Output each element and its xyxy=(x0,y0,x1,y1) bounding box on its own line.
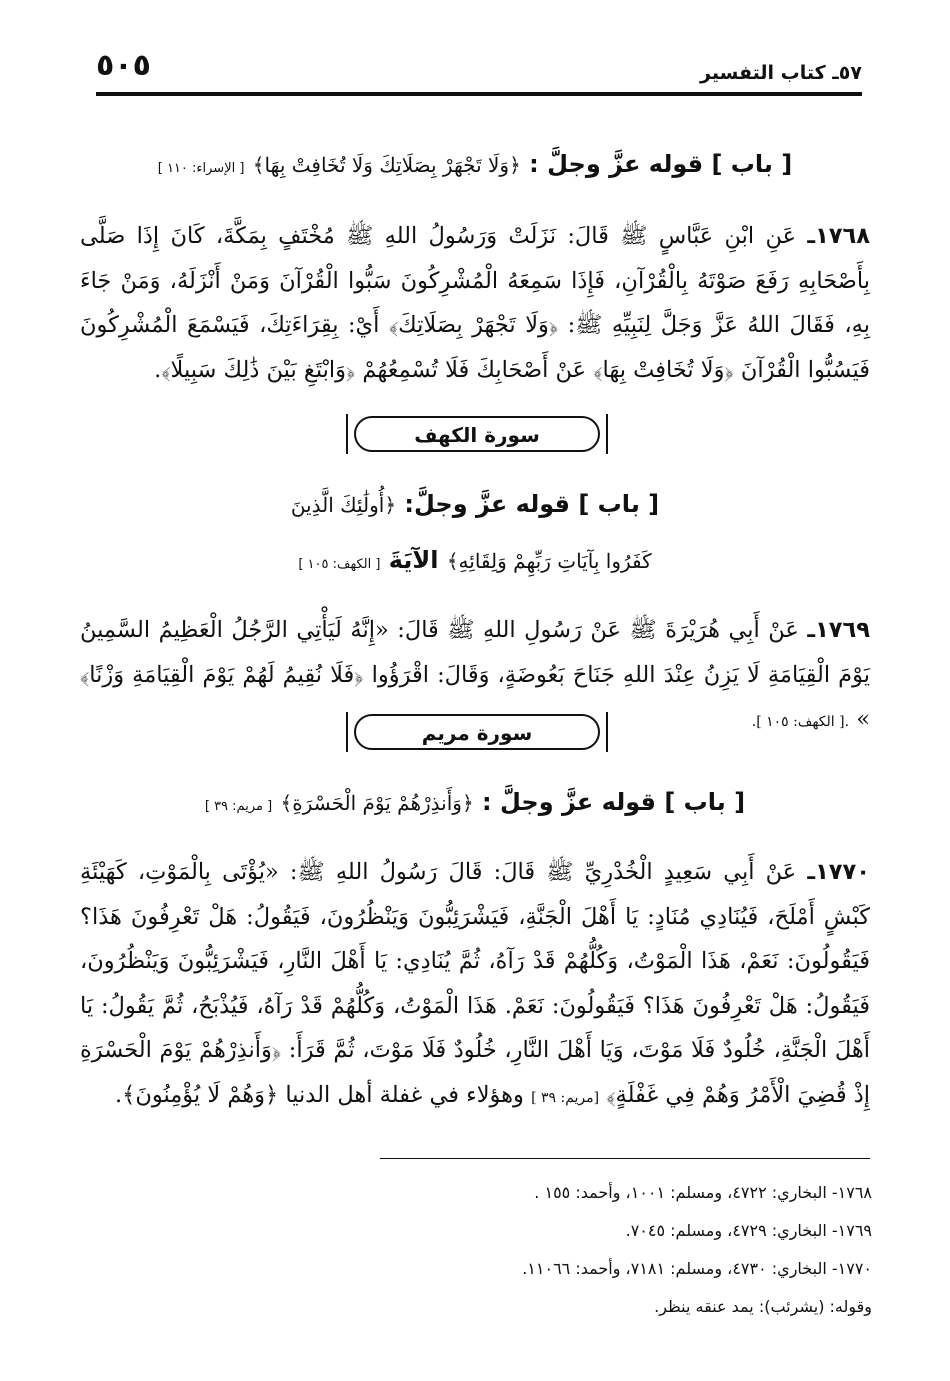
section-heading-kahf xyxy=(80,490,870,518)
aya-label: الآيَةَ xyxy=(388,546,439,574)
footnote-gloss: وقوله: (يشرئب): يمد عنقه ينظر. xyxy=(654,1297,872,1316)
hadith-1768 xyxy=(80,214,870,392)
footnotes xyxy=(200,1174,872,1326)
surah-title: سورة مريم xyxy=(354,714,600,750)
hadith-text: عَنْ أَبِي هُرَيْرَةَ ﷺ عَنْ رَسُولِ اللهِ ﷺ قَالَ: «إِنَّهُ لَيَأْتِي الرَّجُلُ الْعَظِيمُ السَّمِينُ يَوْمَ الْقِيَامَةِ لَا يَزِنُ عِنْدَ اللهِ جَنَاحَ بَعُوضَةٍ، وَقَالَ: اقْرَؤُوا ﴿فَلَا نُقِيمُ لَهُمْ يَوْمَ الْقِيَامَةِ وَزْنًا﴾ » xyxy=(80,617,870,732)
verse-reference: [ الإسراء: ١١٠ ] xyxy=(157,161,245,176)
hadith-text: عَنِ ابْنِ عَبَّاسٍ ﷺ قَالَ: نَزَلَتْ وَرَسُولُ اللهِ ﷺ مُخْتَفٍ بِمَكَّةَ، كَانَ إِذَا صَلَّى بِأَصْحَابِهِ رَفَعَ صَوْتَهُ بِالْقُرْآنِ، فَإِذَا سَمِعَهُ الْمُشْرِكُونَ سَبُّوا الْقُرْآنَ وَمَنْ أَنْزَلَهُ، وَمَنْ جَاءَ بِهِ، فَقَالَ اللهُ عَزَّ وَجَلَّ لِنَبِيِّهِ ﷺ: ﴿وَلَا تَجْهَرْ بِصَلَاتِكَ﴾ أَيْ: بِقِرَاءَتِكَ، فَيَسْمَعَ الْمُشْرِكُونَ فَيَسُبُّوا الْقُرْآنَ ﴿وَلَا تُخَافِتْ بِهَا﴾ عَنْ أَصْحَابِكَ فَلَا تُسْمِعُهُمْ ﴿وَابْتَغِ بَيْنَ ذَٰلِكَ سَبِيلًا﴾. xyxy=(80,223,870,383)
section-heading-kahf-cont xyxy=(80,546,870,574)
surah-title: سورة الكهف xyxy=(354,416,600,452)
hadith-number: ١٧٧٠ـ xyxy=(807,859,870,885)
section-heading-isra xyxy=(80,150,870,178)
verse-reference: .[ الكهف: ١٠٥ ]. xyxy=(751,714,850,730)
verse-reference: [ مريم: ٣٩ ] xyxy=(204,799,273,814)
hadith-number: ١٧٦٩ـ xyxy=(807,617,870,643)
page-number: ٥٠٥ xyxy=(96,48,151,83)
footnote-1769: ١٧٦٩- البخاري: ٤٧٢٩، ومسلم: ٧٠٤٥. xyxy=(625,1221,872,1240)
quran-verse: ﴿أُولَٰئِكَ الَّذِينَ xyxy=(290,493,397,517)
hadith-text: عَنْ أَبِي سَعِيدٍ الْخُدْرِيِّ ﷺ قَالَ: قَالَ رَسُولُ اللهِ ﷺ: «يُؤْتَى بِالْمَوْتِ، كَهَيْئَةِ كَبْشٍ أَمْلَحَ، فَيُنَادِي مُنَادٍ: يَا أَهْلَ الْجَنَّةِ، فَيَشْرَئِبُّونَ وَيَنْظُرُونَ، فَيَقُولُ: هَلْ تَعْرِفُونَ هَذَا؟ فَيَقُولُونَ: نَعَمْ، هَذَا الْمَوْتُ، وَكُلُّهُمْ قَدْ رَآهُ، ثُمَّ يُنَادِي: يَا أَهْلَ النَّارِ، فَيَشْرَئِبُّونَ وَيَنْظُرُونَ، فَيَقُولُ: هَلْ تَعْرِفُونَ هَذَا؟ فَيَقُولُونَ: نَعَمْ. هَذَا الْمَوْتُ، وَكُلُّهُمْ قَدْ رَآهُ، فَيُذْبَحُ، ثُمَّ يَقُولُ: يَا أَهْلَ الْجَنَّةِ، خُلُودٌ فَلَا مَوْتَ، وَيَا أَهْلَ النَّارِ، خُلُودٌ فَلَا مَوْتَ، ثُمَّ قَرَأَ: ﴿وَأَنذِرْهُمْ يَوْمَ الْحَسْرَةِ إِذْ قُضِيَ الْأَمْرُ وَهُمْ فِي غَفْلَةٍ﴾ xyxy=(80,859,870,1108)
page-header xyxy=(96,48,862,88)
footnote-1770: ١٧٧٠- البخاري: ٤٧٣٠، ومسلم: ٧١٨١، وأحمد: ١١٠٦٦. xyxy=(522,1259,872,1278)
heading-prefix: [ باب ] قوله عزَّ وجلَّ : xyxy=(482,788,746,816)
hadith-1770 xyxy=(80,850,870,1120)
verse-reference: [مريم: ٣٩ ] xyxy=(531,1089,600,1106)
hadith-tail: وهؤلاء في غفلة أهل الدنيا ﴿وَهُمْ لَا يُؤْمِنُونَ﴾. xyxy=(114,1081,524,1108)
quran-verse: ﴿وَلَا تَجْهَرْ بِصَلَاتِكَ وَلَا تُخَافِتْ بِهَا﴾ xyxy=(252,153,521,177)
quran-verse: ﴿وَأَنذِرْهُمْ يَوْمَ الْحَسْرَةِ﴾ xyxy=(280,791,474,815)
quran-verse-cont: كَفَرُوا بِآيَاتِ رَبِّهِمْ وَلِقَائِهِ﴾ xyxy=(446,549,652,573)
heading-prefix: [ باب ] قوله عزَّ وجلَّ: xyxy=(404,490,660,518)
section-heading-maryam xyxy=(80,788,870,816)
heading-prefix: [ باب ] قوله عزَّ وجلَّ : xyxy=(529,150,793,178)
header-divider xyxy=(96,92,862,96)
verse-reference: [ الكهف: ١٠٥ ] xyxy=(298,557,381,572)
surah-title-box xyxy=(346,712,608,752)
surah-title-box xyxy=(346,414,608,454)
chapter-title: ٥٧ـ كتاب التفسير xyxy=(700,62,862,84)
footnote-divider xyxy=(380,1158,870,1159)
footnote-1768: ١٧٦٨- البخاري: ٤٧٢٢، ومسلم: ١٠٠١، وأحمد: ١٥٥ . xyxy=(534,1183,872,1202)
hadith-number: ١٧٦٨ـ xyxy=(807,223,870,249)
